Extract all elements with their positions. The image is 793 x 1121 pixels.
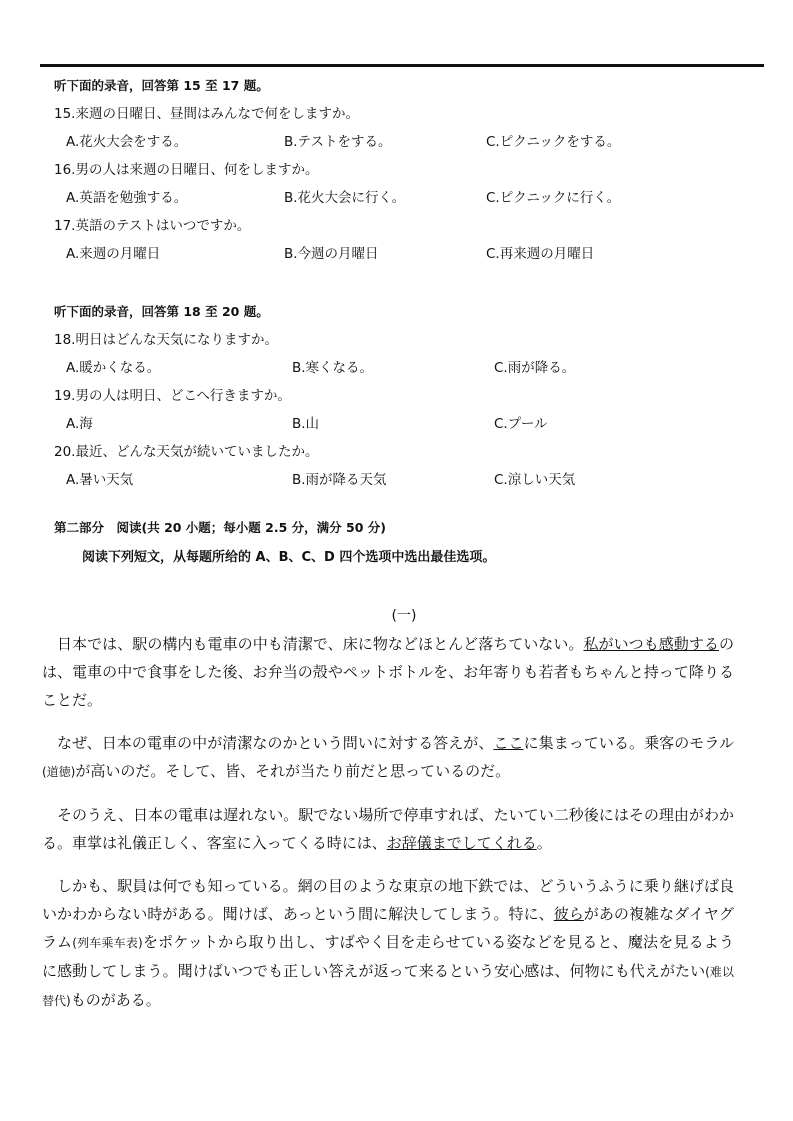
option-b: B.山 xyxy=(292,416,320,432)
paragraph-text: なぜ、日本の電車の中が清潔なのかという問いに対する答えが、 xyxy=(57,734,494,752)
passage-paragraph-4 xyxy=(42,872,734,1015)
option-a: A.来週の月曜日 xyxy=(66,246,161,262)
underlined-phrase: 私がいつも感動する xyxy=(583,635,719,653)
paragraph-text: 。 xyxy=(536,834,552,852)
gloss-note: (道徳) xyxy=(42,765,76,779)
question-16: 16.男の人は来週の日曜日、何をしますか。 xyxy=(54,162,319,178)
paragraph-text: が高いのだ。そして、皆、それが当たり前だと思っているのだ。 xyxy=(75,762,511,780)
paragraph-text: をポケットから取り出し、すばやく目を走らせている姿などを見ると、魔法を見るように感動してしまう。聞けばいつでも正しい答えが返って来るという安心感は、何物にも代えがたい xyxy=(42,933,734,980)
underlined-phrase: ここ xyxy=(493,734,524,752)
section1-instruction: 听下面的录音，回答第 15 至 17 题。 xyxy=(54,78,269,93)
paragraph-text: があの複雑なダイヤグラム xyxy=(42,905,734,951)
question-15-options xyxy=(54,132,754,152)
passage-paragraph-2 xyxy=(42,729,734,786)
question-17-options xyxy=(54,244,754,264)
question-18-options xyxy=(54,358,754,378)
part2-heading: 第二部分 阅读(共 20 小题；每小题 2.5 分，满分 50 分) xyxy=(54,520,386,535)
question-16-options xyxy=(54,188,754,208)
gloss-note: (列车乘车表) xyxy=(72,936,143,950)
top-rule xyxy=(40,64,764,67)
option-c: C.雨が降る。 xyxy=(494,360,576,376)
underlined-phrase: お辞儀までしてくれる xyxy=(386,834,537,852)
question-15: 15.来週の日曜日、昼間はみんなで何をしますか。 xyxy=(54,106,359,122)
option-c: C.ピクニックに行く。 xyxy=(486,190,621,206)
passage-paragraph-3 xyxy=(42,801,734,857)
part2-instruction: 阅读下列短文，从每题所给的 A、B、C、D 四个选项中选出最佳选项。 xyxy=(82,550,496,565)
option-c: C.涼しい天気 xyxy=(494,472,576,488)
option-b: B.今週の月曜日 xyxy=(284,246,379,262)
paragraph-text: しかも、駅員は何でも知っている。網の目のような東京の地下鉄では、どういうふうに乗り継げば良いかわからない時がある。聞けば、あっという間に解決してしまう。特に、 xyxy=(42,877,734,923)
passage-paragraph-1 xyxy=(42,630,734,714)
option-b: B.テストをする。 xyxy=(284,134,392,150)
paragraph-text: のは、電車の中で食事をした後、お弁当の殻やペットボトルを、お年寄りも若者もちゃんと持って降りることだ。 xyxy=(42,635,734,709)
underlined-phrase: 彼ら xyxy=(553,905,584,923)
paragraph-text: 日本では、駅の構内も電車の中も清潔で、床に物などほとんど落ちていない。 xyxy=(57,635,584,653)
exam-page xyxy=(42,76,754,1030)
option-a: A.花火大会をする。 xyxy=(66,134,188,150)
option-a: A.暑い天気 xyxy=(66,472,134,488)
gloss-note: (难以替代) xyxy=(42,965,734,1008)
question-19-options xyxy=(54,414,754,434)
paragraph-text: に集まっている。乗客のモラル xyxy=(523,734,734,752)
option-a: A.海 xyxy=(66,416,93,432)
option-a: A.暖かくなる。 xyxy=(66,360,161,376)
option-c: C.プール xyxy=(494,416,548,432)
section2-instruction: 听下面的录音，回答第 18 至 20 题。 xyxy=(54,304,269,319)
question-18: 18.明日はどんな天気になりますか。 xyxy=(54,332,278,348)
question-17: 17.英語のテストはいつですか。 xyxy=(54,218,251,234)
paragraph-text: ものがある。 xyxy=(70,991,161,1009)
option-c: C.ピクニックをする。 xyxy=(486,134,621,150)
paragraph-text: そのうえ、日本の電車は遅れない。駅でない場所で停車すれば、たいてい二秒後にはその理由がわかる。車掌は礼儀正しく、客室に入ってくる時には、 xyxy=(42,806,734,852)
option-c: C.再来週の月曜日 xyxy=(486,246,595,262)
question-20: 20.最近、どんな天気が続いていましたか。 xyxy=(54,444,319,460)
option-b: B.寒くなる。 xyxy=(292,360,374,376)
question-19: 19.男の人は明日、どこへ行きますか。 xyxy=(54,388,291,404)
option-a: A.英語を勉強する。 xyxy=(66,190,188,206)
option-b: B.花火大会に行く。 xyxy=(284,190,406,206)
question-20-options xyxy=(54,470,754,490)
option-b: B.雨が降る天気 xyxy=(292,472,387,488)
passage-title: (一) xyxy=(391,608,417,624)
